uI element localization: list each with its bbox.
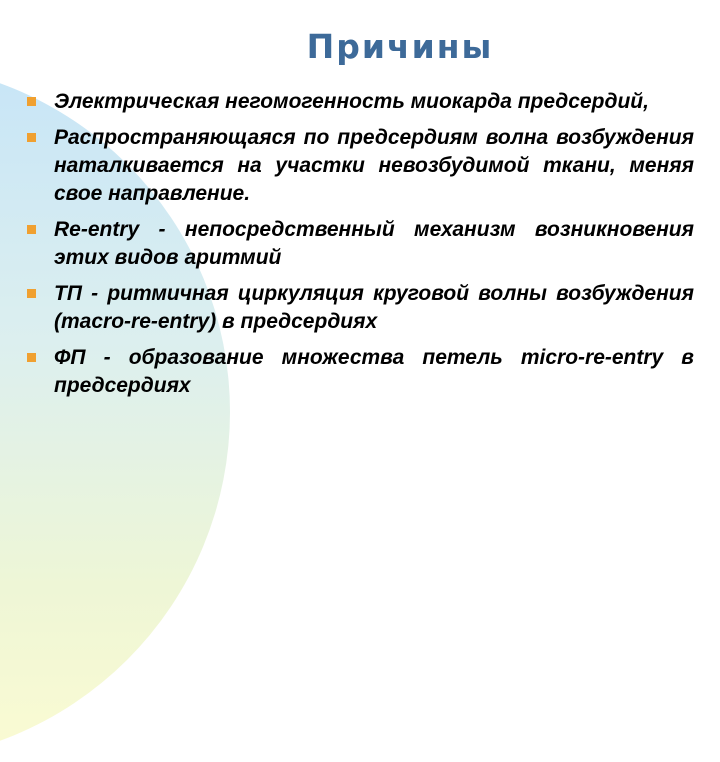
list-item (24, 280, 694, 336)
list-item (24, 344, 694, 400)
square-bullet-icon (27, 289, 36, 298)
bullet-text: Распространяющаяся по предсердиям волна возбуждения наталкивается на участки невозбудимой ткани, меняя свое направление. (54, 126, 694, 205)
bullet-text: ФП - образование множества петель micro-re-entry в предсердиях (54, 346, 694, 397)
list-item (24, 216, 694, 272)
bullet-text: Re-entry - непосредственный механизм возникновения этих видов аритмий (54, 218, 694, 269)
bullet-text: Электрическая негомогенность миокарда предсердий, (54, 90, 649, 113)
square-bullet-icon (27, 97, 36, 106)
square-bullet-icon (27, 353, 36, 362)
bullet-list (24, 88, 694, 408)
square-bullet-icon (27, 133, 36, 142)
list-item (24, 124, 694, 208)
slide-title: Причины (306, 27, 494, 66)
list-item (24, 88, 694, 116)
bullet-text: ТП - ритмичная циркуляция круговой волны возбуждения (macro-re-entry) в предсердиях (54, 282, 694, 333)
square-bullet-icon (27, 225, 36, 234)
